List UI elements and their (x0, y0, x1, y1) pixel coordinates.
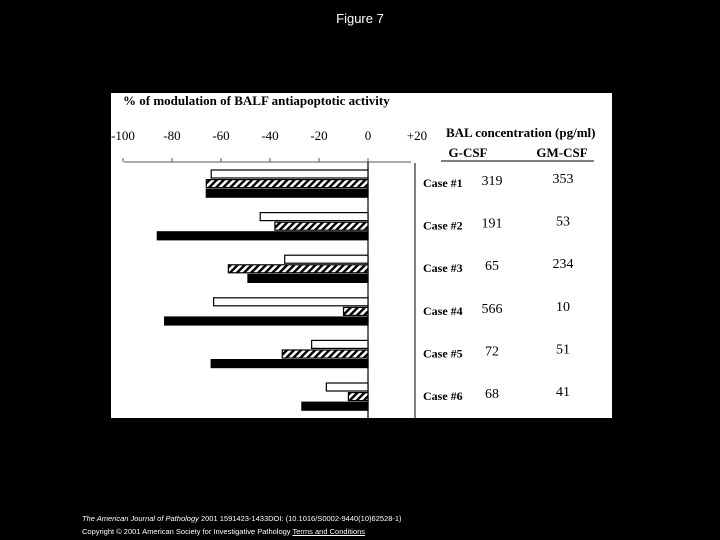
gmcsf-value: 234 (552, 257, 574, 273)
table-title: BAL concentration (pg/ml) (446, 125, 596, 140)
bar-hatched-case-6 (348, 393, 368, 401)
copyright: Copyright © 2001 American Society for Investigative Pathology (82, 527, 291, 536)
bar-white-case-5 (312, 340, 368, 348)
journal-name: The American Journal of Pathology (82, 514, 199, 523)
case-label: Case #4 (423, 303, 463, 318)
case-label: Case #5 (423, 346, 463, 361)
gcsf-value: 319 (481, 174, 503, 189)
table-header-gcsf: G-CSF (448, 145, 488, 160)
bar-white-case-3 (285, 255, 368, 263)
bar-hatched-case-5 (282, 350, 368, 358)
case-label: Case #1 (423, 176, 463, 190)
bar-hatched-case-2 (275, 222, 368, 230)
bar-black-case-5 (211, 360, 368, 368)
bar-black-case-6 (302, 402, 368, 410)
terms-link[interactable]: Terms and Conditions (292, 527, 366, 536)
x-tick-label: -20 (310, 128, 328, 143)
bar-white-case-2 (260, 213, 368, 221)
bar-hatched-case-1 (206, 180, 368, 188)
x-tick-label: -100 (111, 128, 135, 143)
figure-title: Figure 7 (336, 11, 384, 26)
gcsf-value: 566 (481, 301, 503, 317)
gmcsf-value: 51 (556, 342, 570, 358)
x-tick-label: -80 (163, 128, 181, 143)
bar-white-case-4 (214, 298, 368, 306)
x-tick-label: +20 (406, 128, 428, 143)
bar-white-case-1 (211, 170, 368, 178)
figure-panel (111, 93, 612, 418)
gmcsf-value: 353 (552, 172, 574, 187)
gcsf-value: 65 (485, 259, 499, 275)
gmcsf-value: 41 (556, 385, 570, 400)
bar-hatched-case-4 (344, 307, 369, 315)
gcsf-value: 191 (481, 216, 503, 232)
x-tick-label: -60 (212, 128, 230, 143)
x-tick-label: -40 (261, 128, 279, 143)
bar-black-case-1 (206, 189, 368, 197)
case-label: Case #6 (423, 389, 463, 403)
x-tick-label: 0 (364, 128, 372, 143)
bar-black-case-2 (157, 232, 368, 240)
chart-title: % of modulation of BALF antiapoptotic activity (123, 93, 390, 108)
bar-white-case-6 (326, 383, 368, 391)
bar-chart (111, 93, 612, 418)
gmcsf-value: 10 (556, 299, 570, 315)
copyright-line (82, 527, 365, 536)
gmcsf-value: 53 (556, 214, 570, 230)
gcsf-value: 68 (485, 387, 499, 402)
table-header-gmcsf: GM-CSF (536, 145, 588, 160)
citation-line (82, 514, 402, 523)
bar-hatched-case-3 (228, 265, 368, 273)
bar-black-case-4 (165, 317, 368, 325)
case-label: Case #2 (423, 218, 463, 233)
citation: 2001 1591423-1433DOI: (10.1016/S0002-9440(10)62528-1) (200, 514, 402, 523)
case-label: Case #3 (423, 261, 463, 276)
bar-black-case-3 (248, 274, 368, 282)
gcsf-value: 72 (485, 344, 499, 360)
